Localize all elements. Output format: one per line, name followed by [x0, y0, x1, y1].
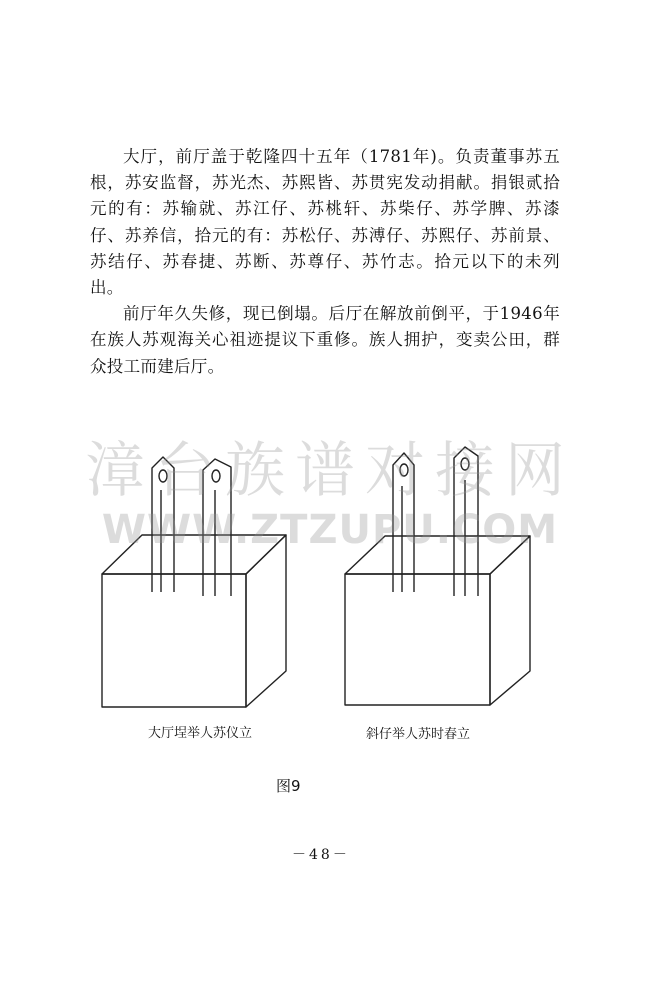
body-text: [90, 144, 560, 380]
page-number: －48－: [292, 847, 350, 863]
paragraph-1: 大厅，前厅盖于乾隆四十五年（1781年)。负责董事苏五根，苏安监督，苏光杰、苏熙皆、苏贯宪发动捐献。捐银贰拾元的有：苏输就、苏江仔、苏桃轩、苏柴仔、苏学脾、苏漆仔、苏养信，拾元的有：苏松仔、苏溥仔、苏熙仔、苏前景、苏结仔、苏春捷、苏断、苏尊仔、苏竹志。拾元以下的未列出。: [90, 147, 560, 298]
left-flagpole-stone: [102, 457, 286, 707]
flagpole-stones-drawing: [0, 430, 645, 770]
paragraph-2: 前厅年久失修，现已倒塌。后厅在解放前倒平，于1946年在族人苏观海关心祖迹提议下重修。族人拥护，变卖公田，群众投工而建后厅。: [90, 304, 560, 376]
caption-left: 大厅埕举人苏仪立: [148, 726, 253, 741]
figure-label: 图9: [276, 777, 301, 795]
right-flagpole-stone: [345, 447, 530, 705]
figure-9: [0, 430, 645, 770]
caption-right: 斜仔举人苏时春立: [366, 727, 471, 742]
watermark-cn: 漳台族谱对接网: [85, 436, 575, 506]
watermark-en: WWW.ZTZUPU.COM: [101, 507, 559, 553]
